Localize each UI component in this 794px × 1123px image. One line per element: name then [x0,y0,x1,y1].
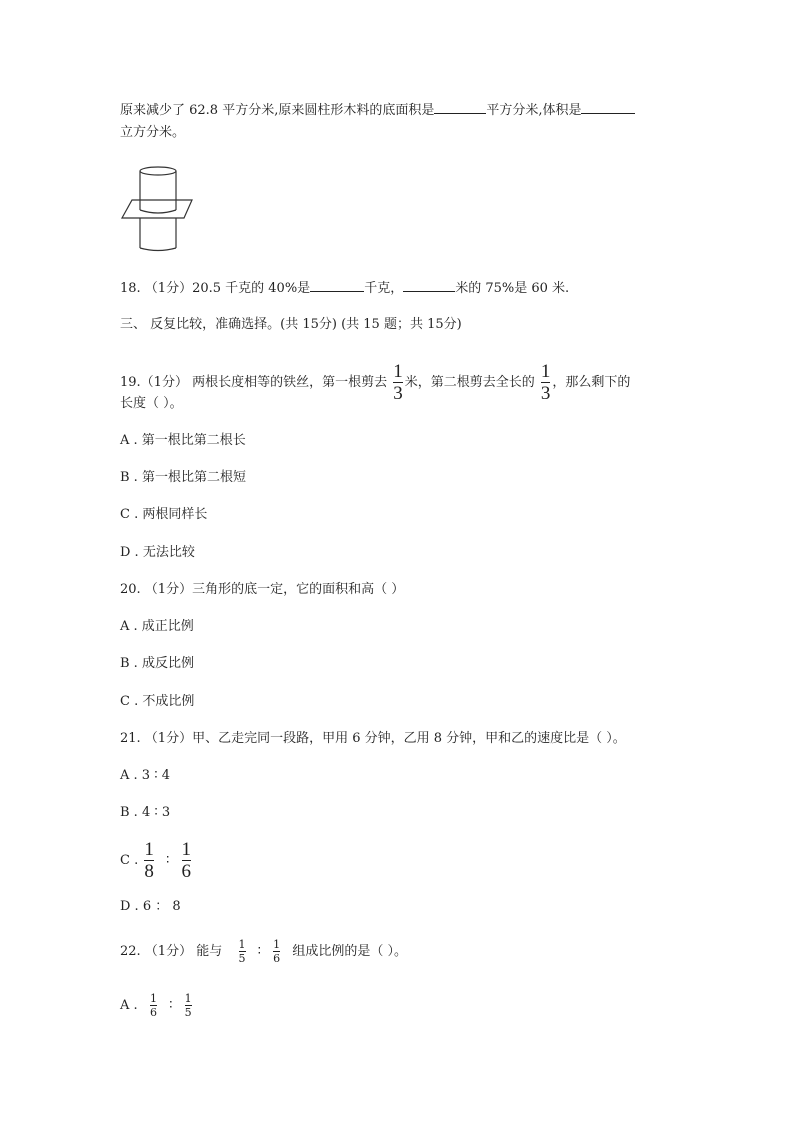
fraction-denominator: 5 [184,1006,192,1019]
q19-option-d[interactable]: D . 无法比较 [120,545,195,560]
option-label: A . [120,998,138,1013]
fraction-numerator: 1 [149,992,157,1005]
option-label: C . [120,853,139,868]
fraction-numerator: 1 [540,361,551,382]
fraction-numerator: 1 [144,839,154,860]
fraction-numerator: 1 [273,938,281,951]
fraction-numerator: 1 [184,992,192,1005]
q17-blank-area[interactable] [434,101,486,114]
q17-text-b: 平方分米,体积是 [486,103,582,118]
q22-opta-fraction-2 [185,993,192,1018]
fraction-denominator: 5 [238,952,246,965]
q22-fraction-2 [273,939,280,964]
q21-option-c[interactable] [120,839,193,882]
q19-fraction-1 [393,362,403,403]
q19-line2: 长度（ ）。 [120,396,183,411]
fraction-denominator: 3 [393,383,403,404]
fraction-numerator: 1 [238,938,246,951]
q19-option-b[interactable]: B . 第一根比第二根短 [120,470,246,485]
q21-optc-fraction-2 [182,840,192,881]
q21-stem: 21. （1分）甲、乙走完同一段路，甲用 6 分钟，乙用 8 分钟，甲和乙的速度比是（ ）。 [120,731,626,746]
fraction-numerator: 1 [181,839,192,860]
q18-mid: 千克， [364,281,404,296]
section3-heading: 三、 反复比较，准确选择。(共 15分) (共 15 题；共 15分) [120,317,462,332]
q18-blank-2[interactable] [403,279,455,292]
q22-opta-fraction-1 [150,993,157,1018]
q19-line1 [120,361,631,404]
q20-option-a[interactable]: A . 成正比例 [120,619,194,634]
q17-line1 [120,101,635,120]
q17-blank-volume[interactable] [581,101,635,114]
ratio-colon: ∶ [169,998,173,1013]
q22-suffix: 组成比例的是（ ）。 [292,944,407,959]
q22-stem [120,936,407,968]
q18-blank-1[interactable] [310,279,364,292]
fraction-denominator: 3 [540,383,551,404]
q19-mid: 米，第二根剪去全长的 [404,375,535,390]
fraction-denominator: 6 [181,861,192,882]
fraction-numerator: 1 [393,361,403,382]
q19-option-a[interactable]: A . 第一根比第二根长 [120,433,246,448]
q19-prefix: 19.（1分） 两根长度相等的铁丝，第一根剪去 [120,375,388,390]
q19-suffix: ，那么剩下的 [552,375,631,390]
fraction-denominator: 6 [149,1006,157,1019]
q19-option-c[interactable]: C . 两根同样长 [120,507,208,522]
q17-text-a: 原来减少了 62.8 平方分米,原来圆柱形木料的底面积是 [120,103,435,118]
q21-optc-fraction-1 [144,840,154,881]
q22-fraction-1 [239,939,246,964]
q22-prefix: 22. （1分） 能与 [120,944,223,959]
cylinder-plane-figure [118,162,198,254]
q18-suffix: 米的 75%是 60 米. [455,281,570,296]
q22-option-a[interactable] [120,990,194,1022]
fraction-denominator: 6 [273,952,281,965]
ratio-colon: ∶ [257,944,262,959]
q19-fraction-2 [541,362,551,403]
q20-stem: 20. （1分）三角形的底一定，它的面积和高（ ） [120,582,405,597]
q18-prefix: 18. （1分）20.5 千克的 40%是 [120,281,311,296]
q20-option-c[interactable]: C . 不成比例 [120,694,195,709]
q20-option-b[interactable]: B . 成反比例 [120,656,194,671]
ratio-colon: ∶ [166,853,170,868]
fraction-denominator: 8 [144,861,154,882]
q21-option-d[interactable]: D . 6 ： 8 [120,899,181,914]
q21-option-a[interactable]: A . 3 ∶ 4 [120,768,170,783]
q17-line2: 立方分米。 [120,125,186,140]
q21-option-b[interactable]: B . 4 ∶ 3 [120,805,171,820]
q18-line [120,279,569,298]
